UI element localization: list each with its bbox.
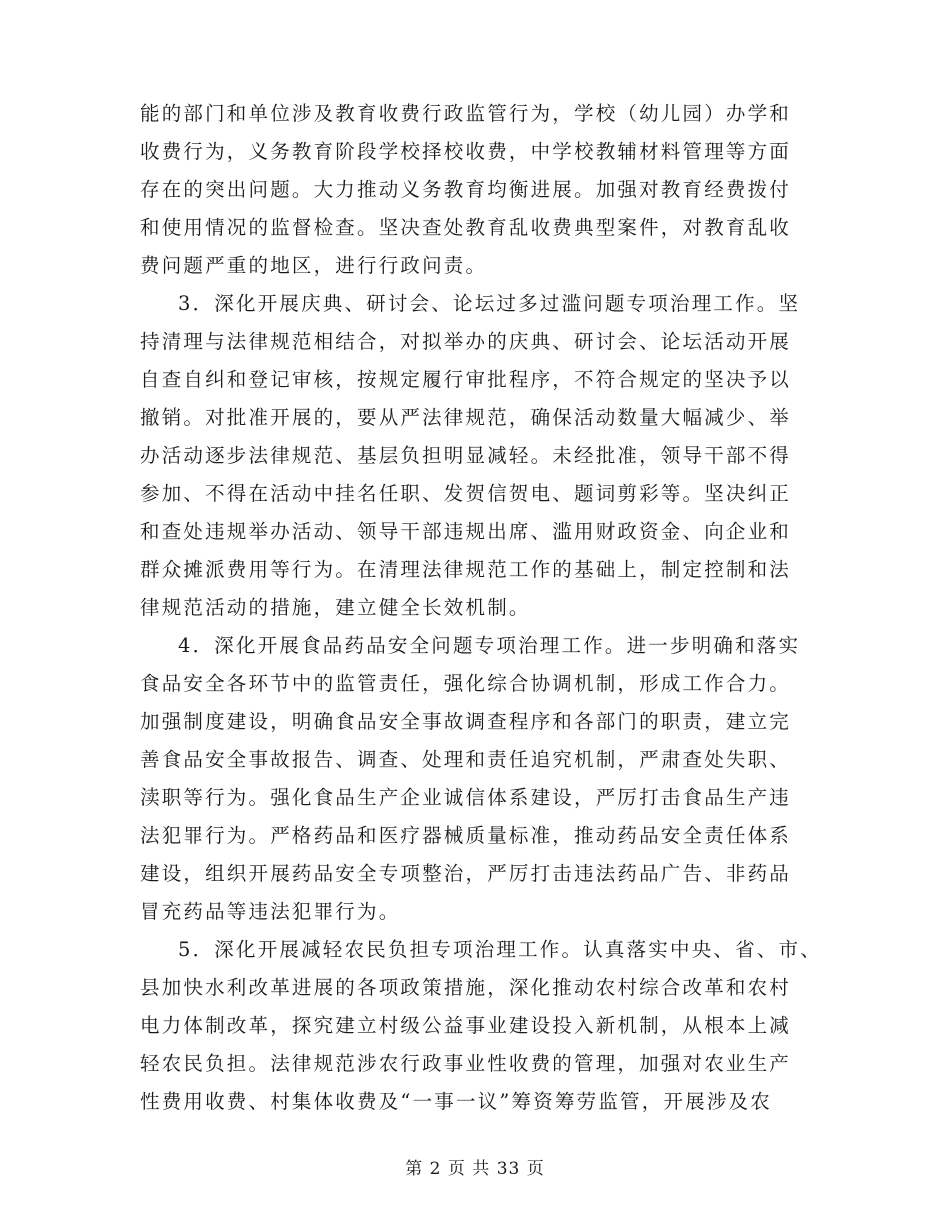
text-line: 性费用收费、村集体收费及“一事一议”筹资筹劳监管，开展涉及农 [140, 1090, 772, 1113]
text-line: 电力体制改革，探究建立村级公益事业建设投入新机制，从根本上减 [140, 1014, 792, 1037]
text-line: 轻农民负担。法律规范涉农行政事业性收费的管理，加强对农业生产 [140, 1052, 792, 1075]
text-line: 县加快水利改革进展的各项政策措施，深化推动农村综合改革和农村 [140, 976, 792, 999]
text-line: 能的部门和单位涉及教育收费行政监管行为，学校（幼儿园）办学和 [140, 102, 792, 125]
text-line: 渎职等行为。强化食品生产企业诚信体系建设，严厉打击食品生产违 [140, 786, 792, 809]
text-line: 收费行为，义务教育阶段学校择校收费，中学校教辅材料管理等方面 [140, 140, 792, 163]
text-line: 办活动逐步法律规范、基层负担明显减轻。未经批准，领导干部不得 [140, 444, 792, 467]
text-line: 5．深化开展减轻农民负担专项治理工作。认真落实中央、省、市、 [178, 938, 822, 961]
text-line: 食品安全各环节中的监管责任，强化综合协调机制，形成工作合力。 [140, 672, 792, 695]
text-line: 持清理与法律规范相结合，对拟举办的庆典、研讨会、论坛活动开展 [140, 330, 792, 353]
text-line: 和使用情况的监督检查。坚决查处教育乱收费典型案件，对教育乱收 [140, 216, 792, 239]
text-line: 善食品安全事故报告、调查、处理和责任追究机制，严肃查处失职、 [140, 748, 792, 771]
text-line: 律规范活动的措施，建立健全长效机制。 [140, 596, 531, 619]
text-line: 3．深化开展庆典、研讨会、论坛过多过滥问题专项治理工作。坚 [178, 292, 801, 315]
text-line: 法犯罪行为。严格药品和医疗器械质量标准，推动药品安全责任体系 [140, 824, 792, 847]
text-line: 冒充药品等违法犯罪行为。 [140, 900, 401, 923]
text-line: 参加、不得在活动中挂名任职、发贺信贺电、题词剪彩等。坚决纠正 [140, 482, 792, 505]
text-line: 群众摊派费用等行为。在清理法律规范工作的基础上，制定控制和法 [140, 558, 792, 581]
text-line: 撤销。对批准开展的，要从严法律规范，确保活动数量大幅减少、举 [140, 406, 792, 429]
page-number-footer: 第 2 页 共 33 页 [405, 1159, 545, 1179]
text-line: 加强制度建设，明确食品安全事故调查程序和各部门的职责，建立完 [140, 710, 792, 733]
text-line: 4．深化开展食品药品安全问题专项治理工作。进一步明确和落实 [178, 634, 801, 657]
text-line: 建设，组织开展药品安全专项整治，严厉打击违法药品广告、非药品 [140, 862, 792, 885]
text-line: 和查处违规举办活动、领导干部违规出席、滥用财政资金、向企业和 [140, 520, 792, 543]
text-line: 费问题严重的地区，进行行政问责。 [140, 254, 488, 277]
text-line: 存在的突出问题。大力推动义务教育均衡进展。加强对教育经费拨付 [140, 178, 792, 201]
text-line: 自查自纠和登记审核，按规定履行审批程序，不符合规定的坚决予以 [140, 368, 792, 391]
